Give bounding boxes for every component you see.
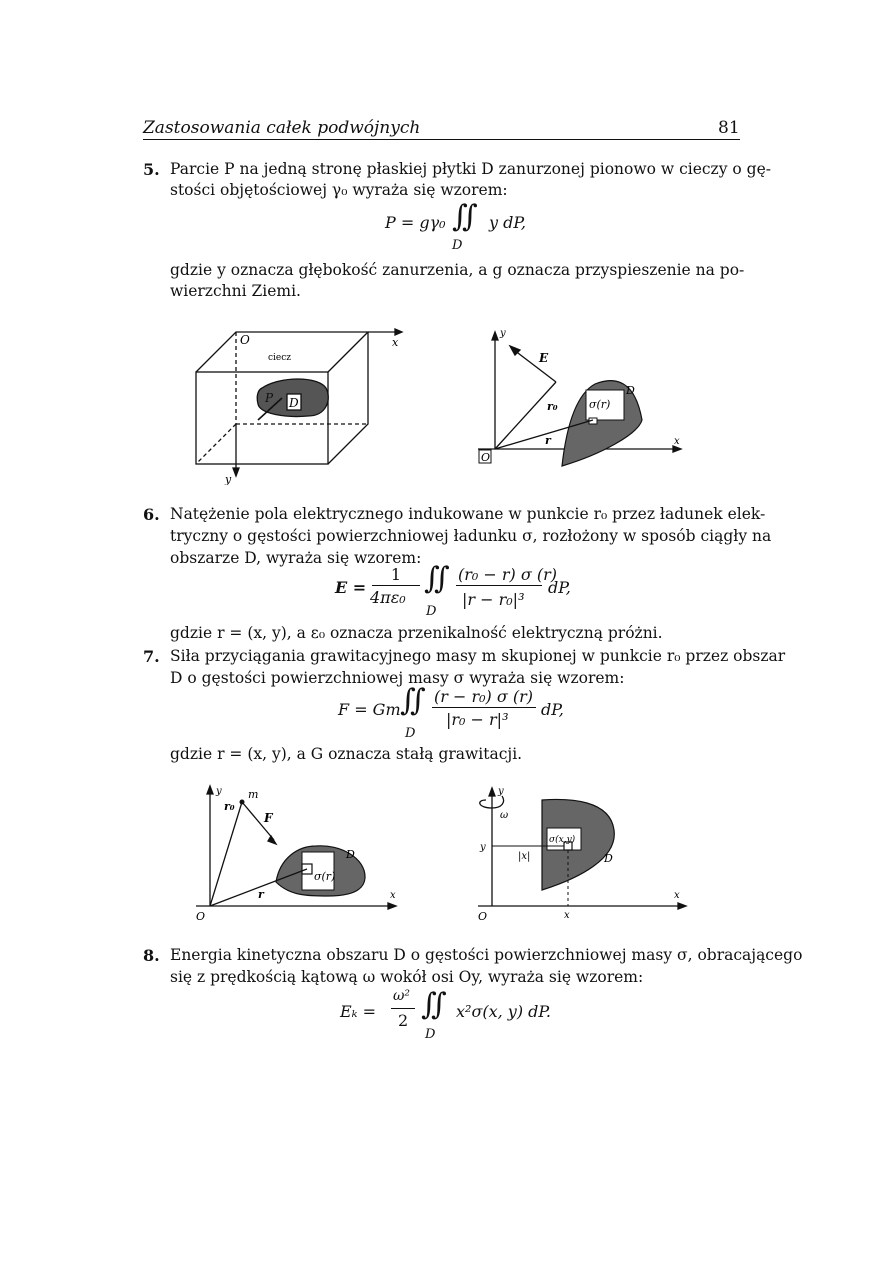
item-6-den: |r − r₀|³ — [462, 590, 525, 609]
item-5-after-line-2: wierzchni Ziemi. — [170, 282, 301, 300]
item-7-num: (r − r₀) σ (r) — [434, 687, 533, 706]
fig1-left-origin: O — [240, 333, 250, 347]
fig2-right-label-absx: |x| — [518, 851, 531, 862]
item-6-line-2: tryczny o gęstości powierzchniowej ładunku σ, rozłożony w sposób ciągły na — [170, 527, 772, 545]
item-8-formula-lhs: Eₖ = — [340, 1002, 377, 1021]
fig1-right-label-r0: r₀ — [547, 400, 558, 413]
item-7-tail: dP, — [541, 700, 564, 719]
item-6-tail: dP, — [548, 578, 571, 597]
header-rule — [143, 139, 740, 140]
figure-1-left-box — [196, 329, 402, 476]
item-8-frac-num: ω² — [393, 988, 411, 1004]
fig2-left-origin: O — [196, 910, 206, 923]
fig2-left-label-D: D — [346, 848, 355, 861]
fig2-right-label-D: D — [604, 852, 613, 865]
page-number: 81 — [718, 118, 740, 138]
item-5-number: 5. — [143, 160, 160, 179]
item-6-after: gdzie r = (x, y), a ε₀ oznacza przenikalność elektryczną próżni. — [170, 624, 663, 642]
item-6-frac-den: 4πε₀ — [370, 588, 406, 607]
item-6-formula-lhs: E = — [335, 578, 367, 597]
item-8-line-1: Energia kinetyczna obszaru D o gęstości powierzchniowej masy σ, obracającego — [170, 946, 803, 964]
fig2-left-label-m: m — [248, 788, 259, 801]
item-5-formula-domain: D — [452, 238, 463, 253]
item-5-formula-integrand: y dP, — [489, 213, 526, 232]
fig1-left-axis-y: y — [225, 473, 232, 485]
item-6-main-bar — [456, 585, 542, 586]
item-8-number: 8. — [143, 946, 160, 965]
item-6-line-1: Natężenie pola elektrycznego indukowane w punkcie r₀ przez ładunek elek- — [170, 505, 766, 523]
item-6-number: 6. — [143, 505, 160, 524]
item-8-frac-den: 2 — [398, 1011, 409, 1030]
fig2-right-label-y: y — [480, 842, 486, 853]
double-integral-symbol: ∬ — [400, 683, 426, 718]
item-5-line-1: Parcie P na jedną stronę płaskiej płytki D zanurzonej pionowo w cieczy o gę- — [170, 160, 771, 178]
fig1-left-label-P: P — [265, 391, 274, 405]
fig2-left-axis-y: y — [216, 786, 222, 797]
fig1-left-label-D: D — [289, 396, 299, 410]
item-7-main-bar — [432, 707, 536, 708]
item-6-num: (r₀ − r) σ (r) — [458, 565, 557, 584]
fig2-left-label-F: F — [264, 811, 273, 825]
fig2-right-label-sigma: σ(x,y) — [549, 835, 576, 845]
item-5-after-line-1: gdzie y oznacza głębokość zanurzenia, a g oznacza przyspieszenie na po- — [170, 261, 745, 279]
fig2-right-axis-x: x — [674, 890, 680, 901]
item-6-frac-bar — [372, 585, 420, 586]
item-6-frac-num: 1 — [390, 565, 402, 584]
double-integral-symbol: ∬ — [421, 987, 447, 1022]
fig1-right-axis-y: y — [500, 328, 506, 339]
fig2-left-label-r: r — [258, 888, 264, 901]
fig2-left-label-sigma: σ(r) — [314, 870, 336, 883]
figure-1 — [190, 320, 720, 485]
item-7-line-1: Siła przyciągania grawitacyjnego masy m skupionej w punkcie r₀ przez obszar — [170, 647, 786, 665]
item-8-line-2: się z prędkością kątową ω wokół osi Oy, wyraża się wzorem: — [170, 968, 644, 986]
item-7-line-2: D o gęstości powierzchniowej masy σ wyraża się wzorem: — [170, 669, 625, 687]
item-7-formula-lhs: F = Gm — [338, 700, 401, 719]
fig2-right-label-x: x — [564, 910, 570, 921]
fig1-right-label-D: D — [626, 384, 635, 397]
item-7-domain: D — [405, 726, 416, 741]
fig2-right-origin: O — [478, 910, 488, 923]
running-header-title: Zastosowania całek podwójnych — [143, 118, 421, 138]
item-7-after: gdzie r = (x, y), a G oznacza stałą grawitacji. — [170, 745, 523, 763]
item-6-line-3: obszarze D, wyraża się wzorem: — [170, 549, 422, 567]
item-5-line-2: stości objętościowej γ₀ wyraża się wzorem: — [170, 181, 508, 199]
figure-2 — [190, 780, 700, 925]
fig1-right-origin: O — [481, 451, 491, 464]
double-integral-symbol: ∬ — [452, 199, 478, 234]
double-integral-symbol: ∬ — [424, 561, 450, 596]
item-8-integrand: x²σ(x, y) dP. — [456, 1002, 552, 1021]
item-8-frac-bar — [391, 1008, 415, 1009]
fig1-left-axis-x: x — [392, 336, 399, 349]
item-7-den: |r₀ − r|³ — [446, 710, 509, 729]
fig1-right-label-r: r — [545, 434, 551, 447]
item-6-domain: D — [426, 604, 437, 619]
fig1-right-label-E: E — [539, 351, 549, 365]
fig1-right-axis-x: x — [674, 436, 680, 447]
item-7-number: 7. — [143, 647, 160, 666]
fig2-left-label-r0: r₀ — [224, 800, 235, 813]
fig2-right-omega: ω — [500, 810, 509, 821]
fig2-left-axis-x: x — [390, 890, 396, 901]
fig2-right-axis-y: y — [498, 786, 504, 797]
item-5-formula-lhs: P = gγ₀ — [385, 213, 446, 232]
item-8-domain: D — [425, 1027, 436, 1042]
fig1-left-liquid-label: ciecz — [268, 353, 292, 363]
fig1-right-label-sigma: σ(r) — [589, 398, 611, 411]
